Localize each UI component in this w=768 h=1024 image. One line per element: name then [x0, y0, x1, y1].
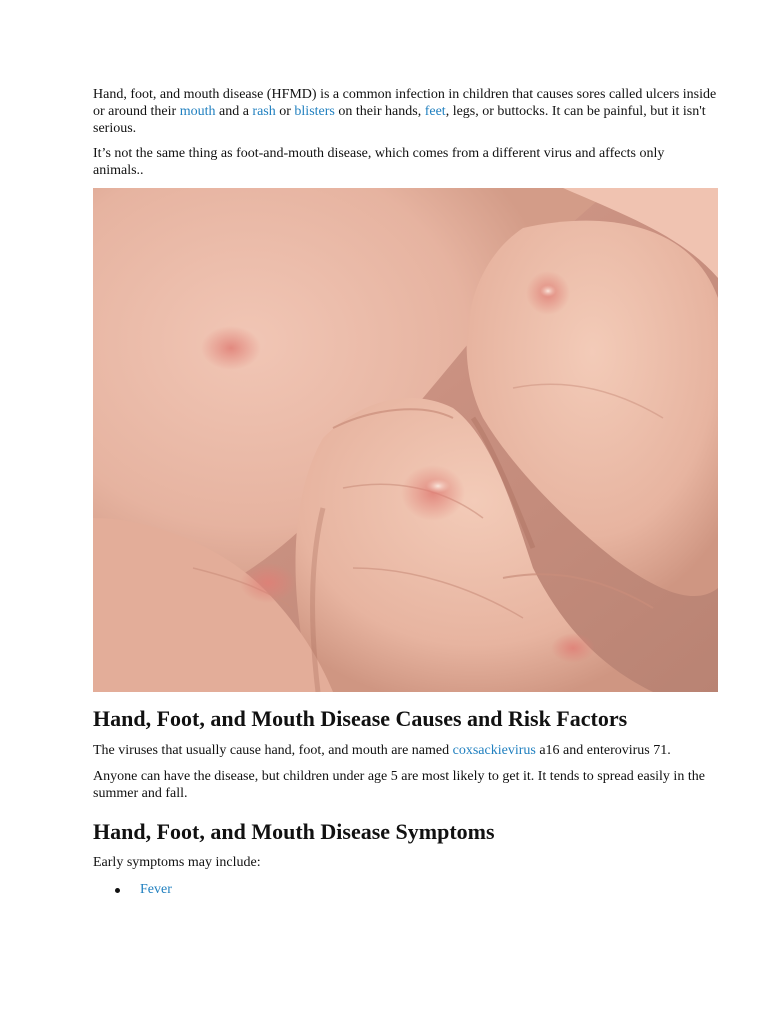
- causes-paragraph-1: [93, 742, 718, 759]
- intro-paragraph: [93, 86, 718, 137]
- symptoms-heading: Hand, Foot, and Mouth Disease Symptoms: [93, 819, 495, 844]
- intro-text-4: on their hands,: [334, 104, 425, 119]
- symptoms-intro: Early symptoms may include:: [93, 855, 261, 870]
- mouth-link[interactable]: mouth: [179, 104, 216, 119]
- hand-rash-photo: [93, 188, 718, 692]
- intro-text-5: , legs, or buttocks. It can be painful, but it isn't serious.: [93, 104, 706, 136]
- causes-heading: Hand, Foot, and Mouth Disease Causes and Risk Factors: [93, 706, 628, 731]
- feet-link[interactable]: feet: [424, 104, 446, 119]
- intro-text-2: and a: [215, 104, 253, 119]
- blisters-link[interactable]: blisters: [294, 104, 335, 119]
- intro-text-1: Hand, foot, and mouth disease (HFMD) is a common infection in children that causes sores called ulcers inside or around their: [93, 87, 717, 119]
- list-item: [93, 881, 718, 898]
- article-body: [93, 86, 718, 898]
- intro-text-3: or: [275, 104, 295, 119]
- not-same-paragraph: It’s not the same thing as foot-and-mouth disease, which comes from a different virus and affects only animals..: [93, 146, 665, 178]
- causes-text-2: a16 and enterovirus 71.: [535, 743, 671, 758]
- bullet-icon: [115, 888, 120, 893]
- causes-text-1: The viruses that usually cause hand, foot, and mouth are named: [93, 743, 453, 758]
- symptoms-list: [93, 881, 718, 898]
- coxsackievirus-link[interactable]: coxsackievirus: [452, 743, 536, 758]
- fever-link[interactable]: Fever: [140, 882, 172, 897]
- rash-link[interactable]: rash: [252, 104, 276, 119]
- causes-paragraph-2: Anyone can have the disease, but children under age 5 are most likely to get it. It tends to spread easily in the summer and fall.: [93, 769, 705, 801]
